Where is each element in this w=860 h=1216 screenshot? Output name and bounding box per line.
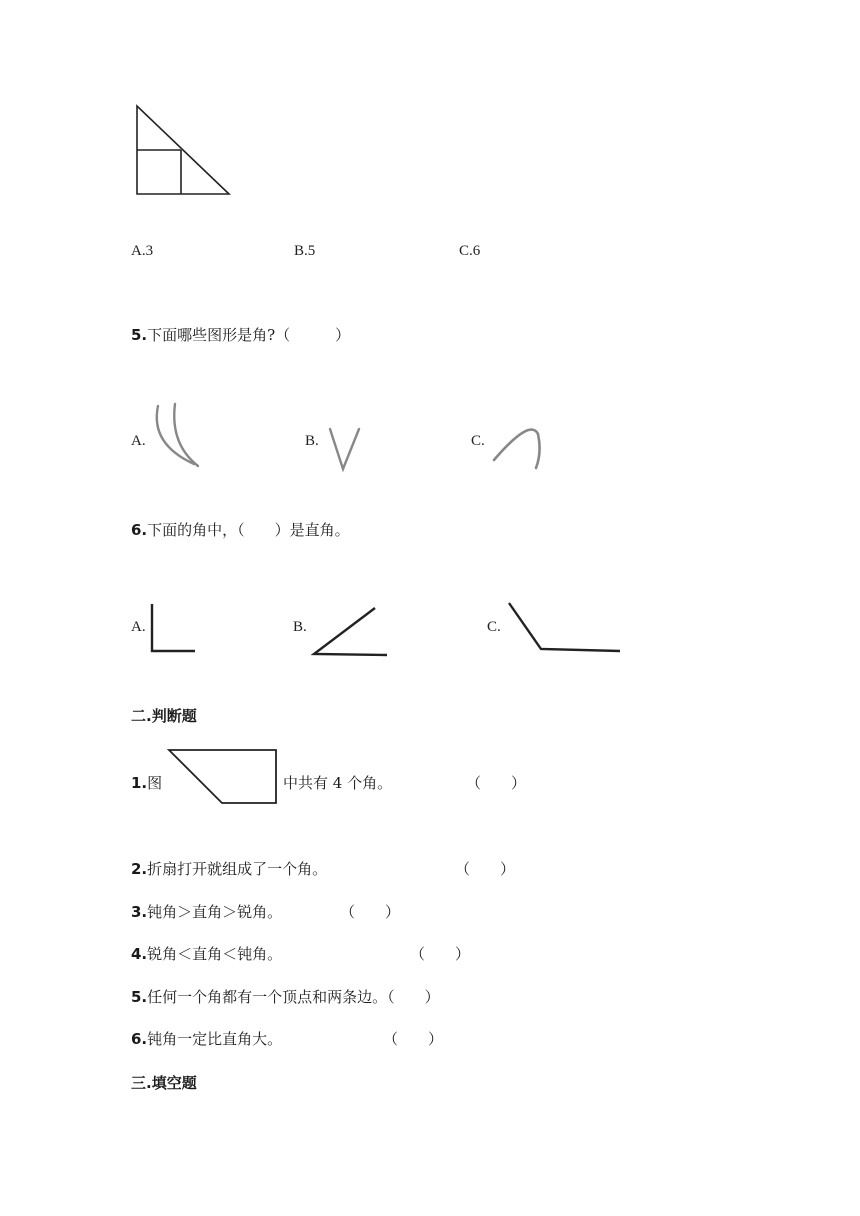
judgment-item-2: [131, 858, 327, 879]
judgment-item-3-text: 钝角＞直角＞锐角。: [147, 903, 283, 921]
section-3-title: 三.填空题: [131, 1074, 197, 1092]
judgment-item-1-pre: 图: [147, 774, 163, 792]
q5-option-c-label: C.: [471, 433, 485, 449]
judgment-item-3-number: 3.: [131, 903, 148, 921]
judgment-item-6: [131, 1028, 282, 1049]
judgment-item-5-blank: （ ）: [387, 988, 440, 1006]
q6-option-a-label: A.: [131, 619, 146, 635]
q6-option-c-label: C.: [487, 619, 501, 635]
q5-option-b-label: B.: [305, 433, 319, 449]
judgment-item-3: [131, 901, 282, 922]
judgment-item-2-text: 折扇打开就组成了一个角。: [147, 860, 328, 878]
judgment-item-3-blank: （ ）: [340, 903, 401, 921]
q6-option-a-right-angle-figure: [149, 604, 199, 654]
judgment-item-5-text: 任何一个角都有一个顶点和两条边。: [147, 988, 388, 1006]
question-5: [131, 324, 350, 345]
q4-option-b: B.5: [294, 243, 316, 259]
judgment-item-5-number: 5.: [131, 988, 148, 1006]
judgment-item-4-text: 锐角＜直角＜钝角。: [147, 945, 283, 963]
triangle-with-square-figure: [133, 104, 233, 199]
quadrilateral-figure: [166, 747, 281, 807]
judgment-item-1-blank: （ ）: [466, 774, 527, 792]
judgment-item-1-number: 1.: [131, 774, 148, 792]
section-2-title: 二.判断题: [131, 707, 197, 725]
judgment-item-5: [131, 986, 440, 1007]
q6-option-b-acute-angle-figure: [311, 606, 391, 656]
q4-option-a: A.3: [131, 243, 154, 259]
q5-option-a-label: A.: [131, 433, 146, 449]
judgment-item-2-number: 2.: [131, 860, 148, 878]
question-6-text: 下面的角中，（ ）是直角。: [147, 521, 350, 539]
judgment-item-1-post: 中共有 4 个角。: [283, 774, 393, 792]
q6-option-b-label: B.: [293, 619, 307, 635]
judgment-item-6-number: 6.: [131, 1030, 148, 1048]
q5-option-b-v-figure: [328, 425, 368, 475]
q5-option-a-curves-figure: [150, 404, 210, 469]
judgment-item-4-number: 4.: [131, 945, 148, 963]
judgment-item-6-blank: （ ）: [383, 1030, 444, 1048]
question-6: [131, 519, 350, 540]
question-5-text: 下面哪些图形是角?（ ）: [147, 326, 351, 344]
q4-option-c: C.6: [459, 243, 481, 259]
judgment-item-2-blank: （ ）: [455, 860, 516, 878]
question-6-number: 6.: [131, 521, 148, 539]
judgment-item-1-lead: [131, 772, 162, 793]
judgment-item-6-text: 钝角一定比直角大。: [147, 1030, 283, 1048]
judgment-item-4: [131, 943, 282, 964]
q5-option-c-arc-figure: [490, 428, 550, 473]
judgment-item-4-blank: （ ）: [410, 945, 471, 963]
q6-option-c-obtuse-angle-figure: [506, 601, 626, 651]
question-5-number: 5.: [131, 326, 148, 344]
